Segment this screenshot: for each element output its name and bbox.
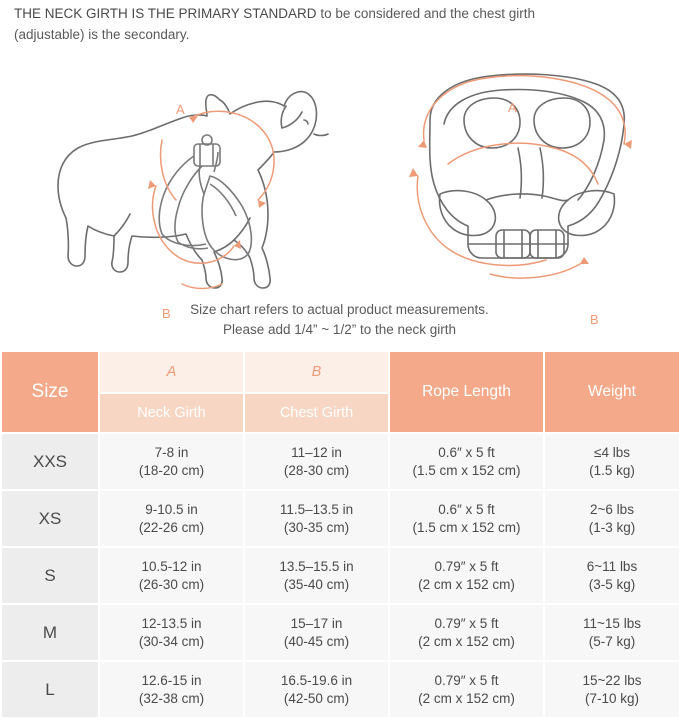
weight-lbs: ≤4 lbs [594,444,630,460]
table-row [1,490,679,547]
table-row [1,604,679,661]
chart-caption [0,300,679,341]
chest-in: 13.5–15.5 in [279,558,354,574]
chest-in: 16.5-19.6 in [280,672,353,688]
weight-kg: (5-7 kg) [588,633,636,649]
weight-lbs: 6~11 lbs [586,558,638,574]
intro-text [0,0,679,46]
neck-in: 10.5-12 in [141,558,202,574]
intro-emphasis: THE NECK GIRTH IS THE PRIMARY STANDARD [14,6,317,21]
cell-rope-length [389,433,544,490]
cell-chest-girth [244,490,389,547]
cell-chest-girth [244,547,389,604]
chest-cm: (35-40 cm) [283,576,350,592]
weight-lbs: 2~6 lbs [590,501,634,517]
rope-in: 0.79″ x 5 ft [434,672,499,688]
weight-kg: (1.5 kg) [589,462,635,478]
intro-line2: (adjustable) is the secondary. [14,26,190,42]
table-row [1,433,679,490]
cell-neck-girth [99,490,244,547]
weight-lbs: 11~15 lbs [583,615,641,631]
cell-rope-length [389,490,544,547]
rope-in: 0.6″ x 5 ft [438,444,495,460]
cell-neck-girth [99,604,244,661]
neck-cm: (18-20 cm) [138,462,205,478]
chest-cm: (30-35 cm) [283,519,350,535]
cell-weight [544,604,679,661]
harness-front-svg [378,48,668,294]
cell-chest-girth [244,604,389,661]
rope-in: 0.6″ x 5 ft [438,501,495,517]
rope-in: 0.79″ x 5 ft [434,615,499,631]
neck-in: 7-8 in [154,444,189,460]
chest-cm: (40-45 cm) [283,633,350,649]
cell-chest-girth [244,661,389,718]
table-header-row [1,351,679,393]
chest-cm: (28-30 cm) [283,462,350,478]
rope-cm: (1.5 cm x 152 cm) [412,462,521,478]
rope-in: 0.79″ x 5 ft [434,558,499,574]
header-weight: Weight [544,351,679,433]
table-row [1,661,679,718]
rope-cm: (2 cm x 152 cm) [418,633,515,649]
header-a-letter: A [99,351,244,393]
neck-cm: (32-38 cm) [138,690,205,706]
label-a-right: A [508,99,517,115]
cell-rope-length [389,547,544,604]
header-size: Size [1,351,99,433]
header-neck-girth: Neck Girth [99,393,244,433]
caption-line-2: Please add 1/4” ~ 1/2” to the neck girth [222,322,457,338]
intro-line1-rest: to be considered and the chest girth [316,6,535,21]
rope-cm: (2 cm x 152 cm) [418,690,515,706]
header-rope-length: Rope Length [389,351,544,433]
cell-rope-length [389,604,544,661]
cell-size: XXS [1,433,99,490]
weight-kg: (7-10 kg) [584,690,640,706]
weight-lbs: 15~22 lbs [582,672,642,688]
weight-kg: (1-3 kg) [588,519,636,535]
neck-cm: (26-30 cm) [138,576,205,592]
cell-size: XS [1,490,99,547]
cell-neck-girth [99,547,244,604]
chest-in: 15–17 in [290,615,343,631]
cell-neck-girth [99,661,244,718]
cell-size: M [1,604,99,661]
rope-cm: (2 cm x 152 cm) [418,576,515,592]
header-chest-girth: Chest Girth [244,393,389,433]
cell-size: L [1,661,99,718]
label-b-left: B [162,305,171,321]
cell-neck-girth [99,433,244,490]
neck-in: 12.6-15 in [141,672,202,688]
cell-weight [544,433,679,490]
cell-weight [544,547,679,604]
chest-in: 11.5–13.5 in [279,501,354,517]
harness-front-view-illustration [378,48,668,327]
weight-kg: (3-5 kg) [588,576,636,592]
neck-cm: (30-34 cm) [138,633,205,649]
header-b-letter: B [244,351,389,393]
neck-in: 12-13.5 in [141,615,202,631]
neck-cm: (22-26 cm) [138,519,205,535]
caption-line-1: Size chart refers to actual product measurements. [190,301,489,317]
table-row [1,547,679,604]
label-b-right: B [590,311,599,327]
cell-weight [544,490,679,547]
chest-in: 11–12 in [291,444,342,460]
chest-cm: (42-50 cm) [283,690,350,706]
neck-in: 9-10.5 in [145,501,198,517]
rope-cm: (1.5 cm x 152 cm) [412,519,521,535]
label-a-left: A [176,101,185,117]
cell-chest-girth [244,433,389,490]
cell-size: S [1,547,99,604]
size-chart-table [0,350,679,719]
dog-harness-svg [14,48,354,294]
cell-rope-length [389,661,544,718]
cell-weight [544,661,679,718]
